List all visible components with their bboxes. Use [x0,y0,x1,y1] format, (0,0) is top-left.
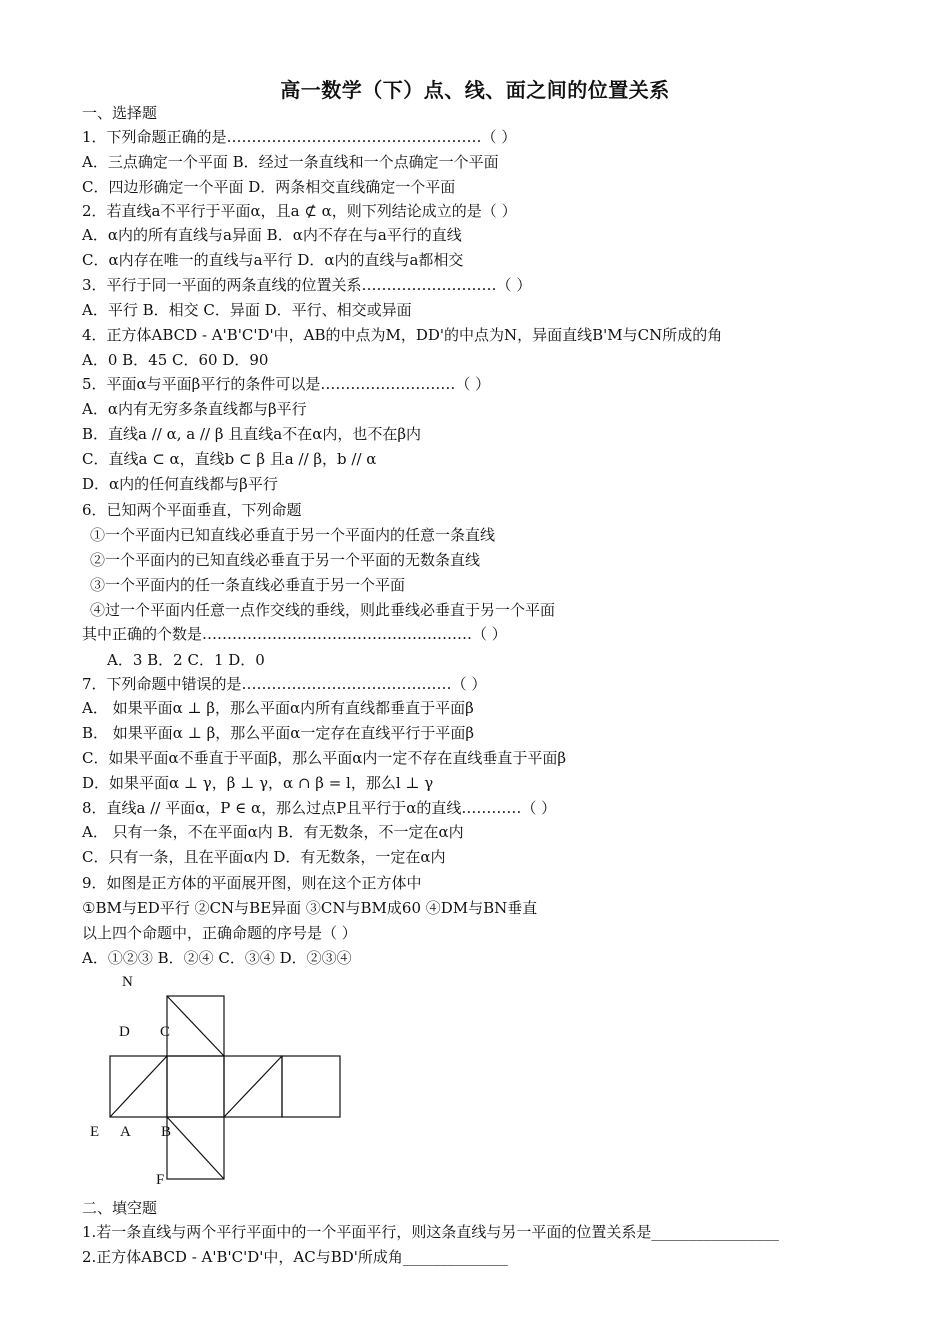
label-N: N [122,974,133,990]
section-heading-choice: 一、选择题 [82,104,158,122]
net-face-center [167,1056,224,1117]
q7-option-d: D．如果平面α ⊥ γ，β ⊥ γ，α ∩ β = l，那么l ⊥ γ [82,774,434,792]
q4-options: A．0 B．45 C．60 D．90 [82,351,269,369]
q3-stem: 3．平行于同一平面的两条直线的位置关系………………………（ ） [82,276,532,294]
net-diagonal-right [224,1056,282,1117]
net-diagonal-left [110,1056,167,1117]
q9-options: A．①②③ B．②④ C．③④ D．②③④ [82,949,352,967]
label-E: E [90,1124,100,1140]
q5-option-a: A．α内有无穷多条直线都与β平行 [82,400,307,418]
net-diagonal-bottom [167,1117,224,1179]
page-title: 高一数学（下）点、线、面之间的位置关系 [280,78,670,102]
q8-stem: 8．直线a // 平面α，P ∈ α，那么过点P且平行于α的直线…………（ ） [82,799,557,817]
q1-stem: 1．下列命题正确的是……………………………………………（ ） [82,128,517,146]
q7-stem: 7．下列命题中错误的是……………………………………（ ） [82,675,487,693]
label-A: A [120,1124,131,1140]
q1-options-cd: C．四边形确定一个平面 D．两条相交直线确定一个平面 [82,178,456,196]
q8-options-ab: A． 只有一条，不在平面α内 B．有无数条，不一定在α内 [82,823,464,841]
fill-question-1: 1.若一条直线与两个平行平面中的一个平面平行，则这条直线与另一平面的位置关系是_________________ [82,1223,779,1241]
q7-option-b: B． 如果平面α ⊥ β，那么平面α一定存在直线平行于平面β [82,724,475,742]
q7-option-a: A． 如果平面α ⊥ β，那么平面α内所有直线都垂直于平面β [82,699,474,717]
label-B: B [161,1124,172,1140]
section-heading-fill: 二、填空题 [82,1199,158,1217]
fill-question-2: 2.正方体ABCD - A'B'C'D'中，AC与BD'所成角______________ [82,1248,508,1266]
q3-options: A．平行 B．相交 C．异面 D．平行、相交或异面 [82,301,412,319]
q6-options: A．3 B．2 C．1 D．0 [107,651,265,669]
q6-statement-2: ②一个平面内的已知直线必垂直于另一个平面的无数条直线 [90,551,481,569]
q2-options-ab: A．α内的所有直线与a异面 B．α内不存在与a平行的直线 [82,226,462,244]
q6-ask: 其中正确的个数是………………………………………………（ ） [82,625,507,643]
label-F: F [156,1172,165,1188]
q4-stem: 4．正方体ABCD - A'B'C'D'中，AB的中点为M，DD'的中点为N，异面直线B'M与CN所成的角 [82,326,723,344]
q6-stem: 6．已知两个平面垂直，下列命题 [82,501,302,519]
net-face-far-right [282,1056,340,1117]
q9-stem: 9．如图是正方体的平面展开图，则在这个正方体中 [82,874,422,892]
q6-statement-1: ①一个平面内已知直线必垂直于另一个平面内的任意一条直线 [90,526,496,544]
q9-ask: 以上四个命题中，正确命题的序号是（ ） [82,924,357,942]
q9-propositions: ①BM与ED平行 ②CN与BE异面 ③CN与BM成60 ④DM与BN垂直 [82,899,538,917]
q5-option-b: B．直线a // α, a // β 且直线a不在α内，也不在β内 [82,425,422,443]
q7-option-c: C．如果平面α不垂直于平面β，那么平面α内一定不存在直线垂直于平面β [82,749,567,767]
q2-options-cd: C．α内存在唯一的直线与a平行 D．α内的直线与a都相交 [82,251,464,269]
q8-options-cd: C．只有一条，且在平面α内 D．有无数条，一定在α内 [82,848,446,866]
cube-net-diagram [105,992,345,1184]
q5-option-d: D．α内的任何直线都与β平行 [82,475,278,493]
q5-stem: 5．平面α与平面β平行的条件可以是………………………（ ） [82,375,491,393]
label-C: C [160,1024,171,1040]
q6-statement-4: ④过一个平面内任意一点作交线的垂线，则此垂线必垂直于另一个平面 [90,601,556,619]
q2-stem: 2．若直线a不平行于平面α，且a ⊄ α，则下列结论成立的是（ ） [82,202,517,220]
label-D: D [119,1024,130,1040]
q5-option-c: C．直线a ⊂ α，直线b ⊂ β 且a // β，b // α [82,450,377,468]
q1-options-ab: A．三点确定一个平面 B．经过一条直线和一个点确定一个平面 [82,153,499,171]
q6-statement-3: ③一个平面内的任一条直线必垂直于另一个平面 [90,576,406,594]
net-diagonal-top [167,996,224,1056]
